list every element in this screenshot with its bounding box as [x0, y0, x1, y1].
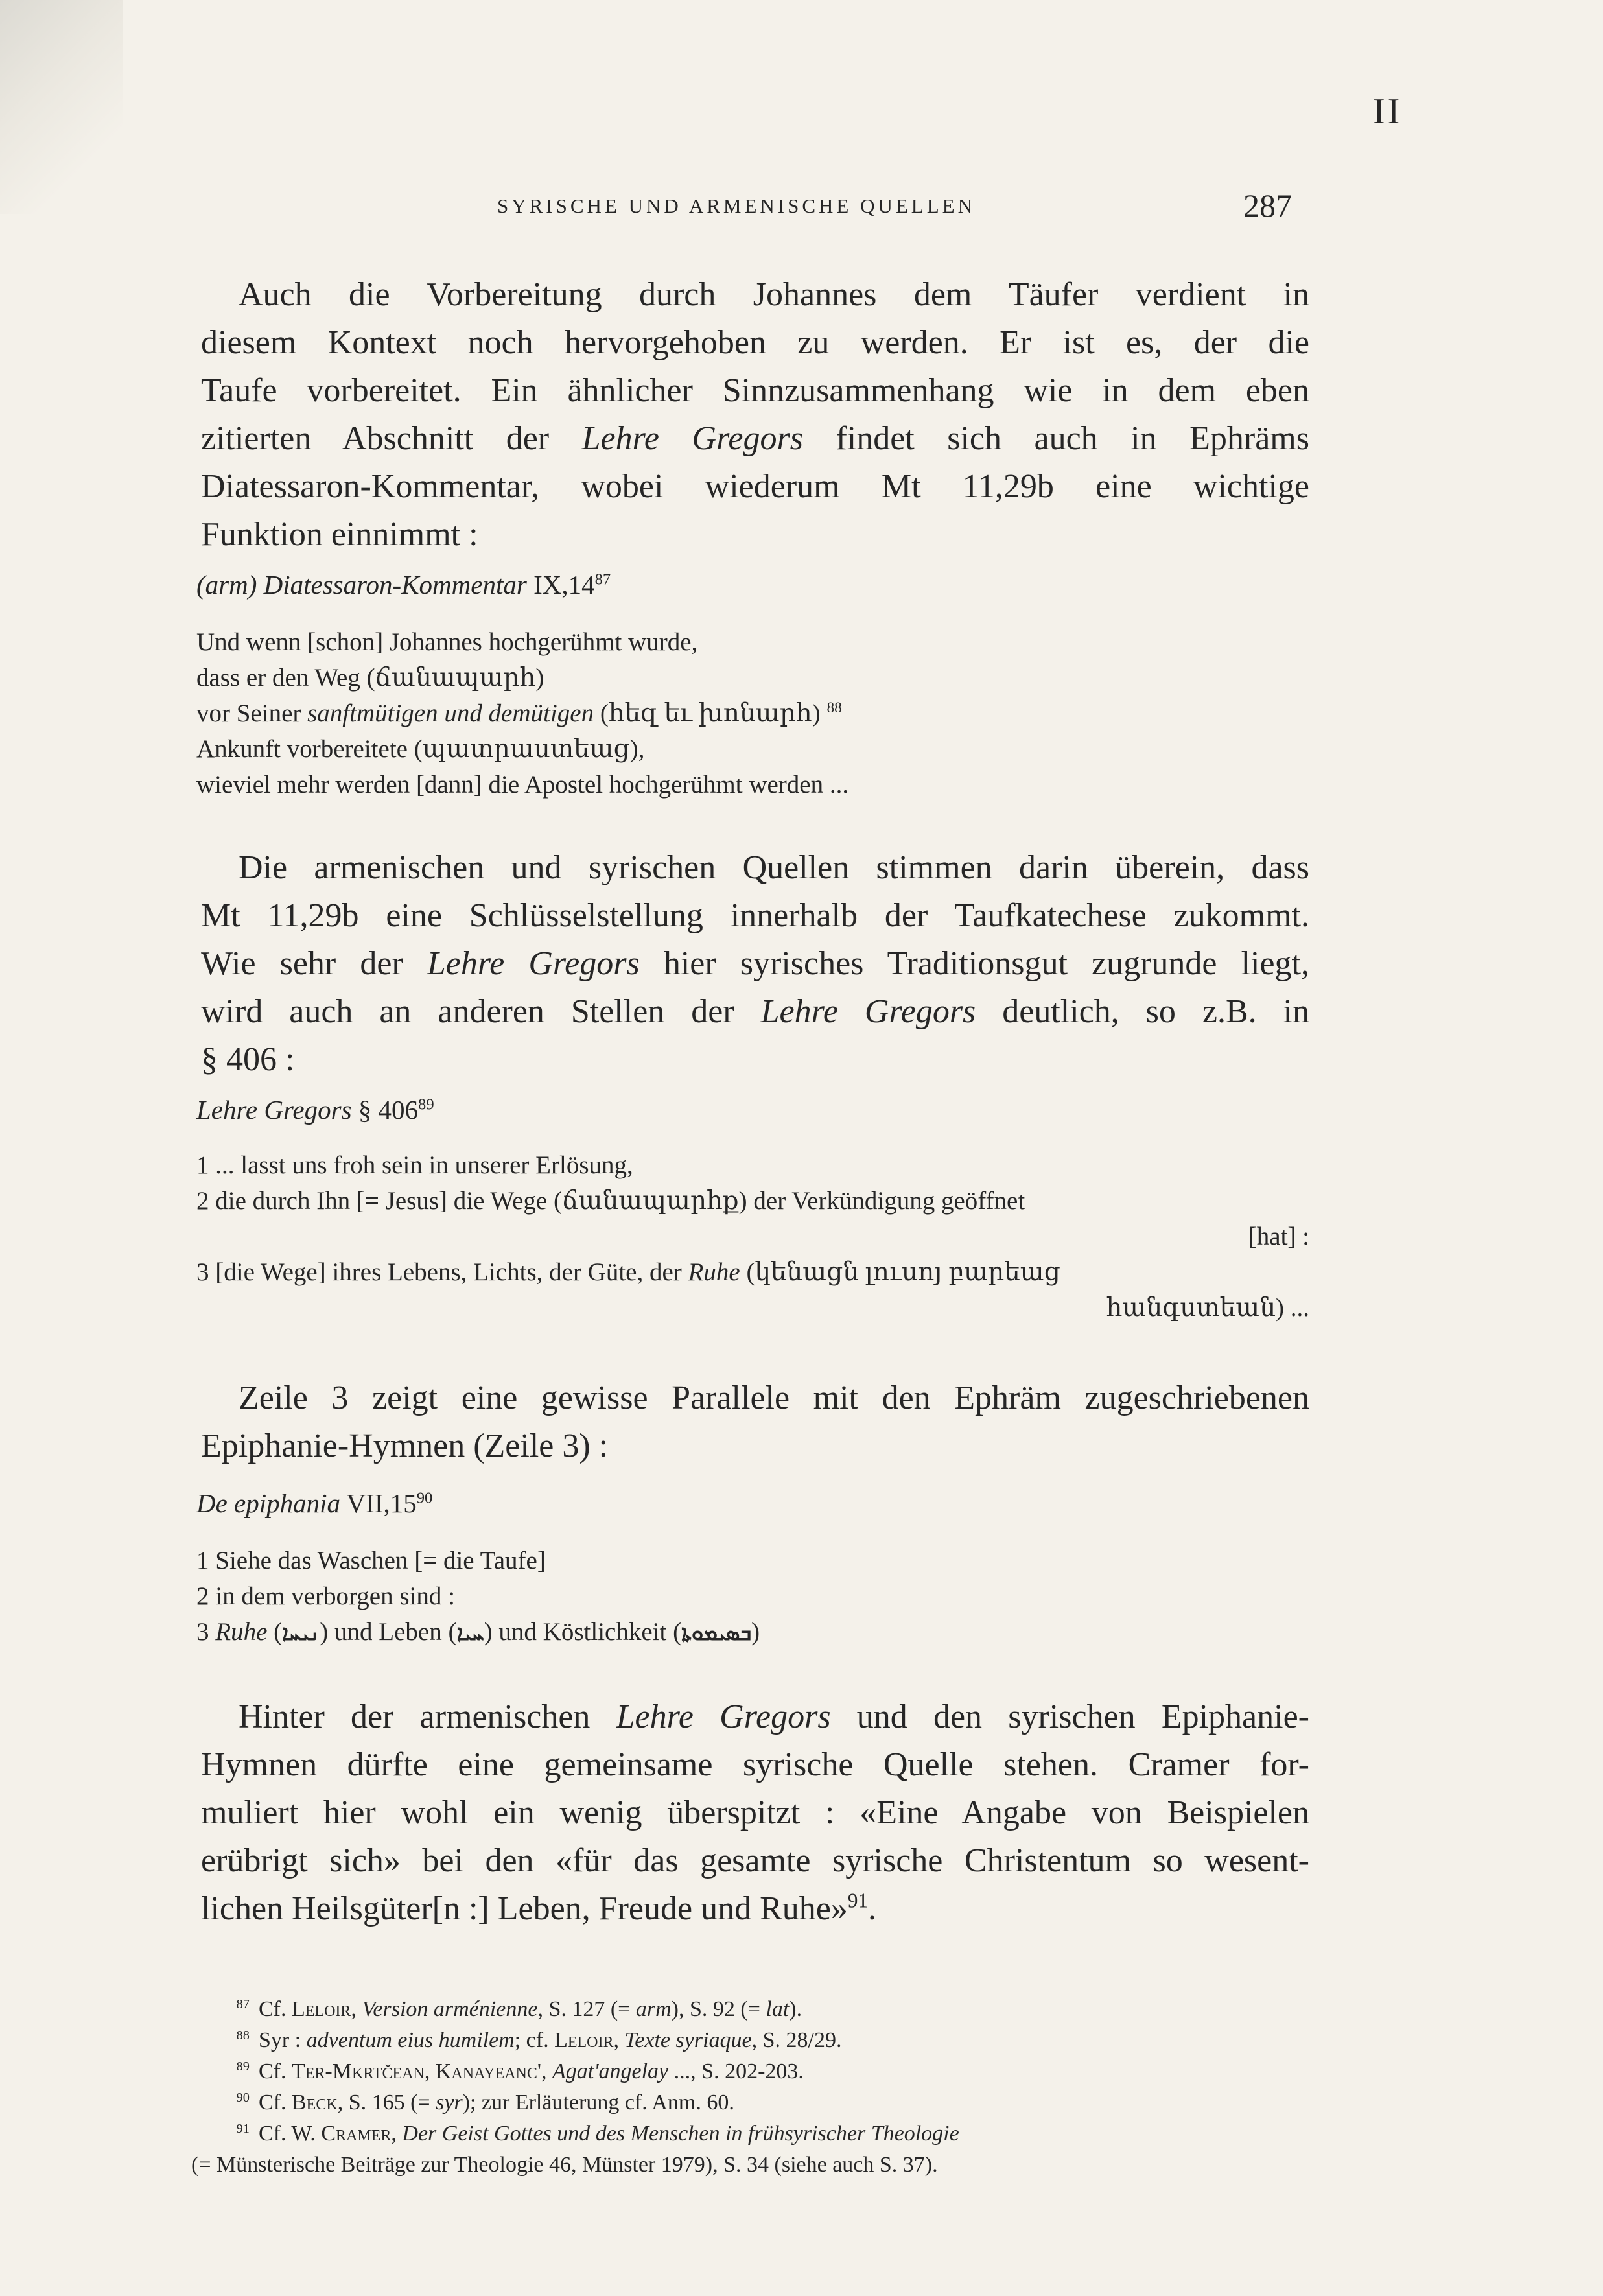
paragraph-1 [201, 271, 1309, 559]
text-line: Wie sehr der Lehre Gregors hier syrisches Traditionsgut zugrunde liegt, [201, 945, 1310, 982]
text-line: muliert hier wohl ein wenig überspitzt : «Eine Angabe von Beispielen [201, 1794, 1309, 1831]
text-line: Hinter der armenischen Lehre Gregors und den syrischen Epiphanie- [239, 1698, 1309, 1735]
text-line: Auch die Vorbereitung durch Johannes dem Täufer verdient in [239, 276, 1309, 313]
citation-heading: De epiphania $VII,15^{90}$ [196, 1488, 433, 1518]
quote-line: 3 [die Wege] ihres Lebens, Lichts, der Güte, der Ruhe (կենացն լուսոյ բարեաց [196, 1258, 1060, 1286]
text-line: diesem Kontext noch hervorgehoben zu werden. Er ist es, der die [201, 324, 1309, 361]
scan-shadow [0, 0, 123, 214]
page-number: 287 [1243, 187, 1292, 224]
citation-heading: Lehre Gregors § $406^{89}$ [196, 1095, 434, 1125]
text-line: Hymnen dürfte eine gemeinsame syrische Quelle stehen. Cramer for- [201, 1746, 1309, 1783]
footnotes [191, 1994, 1316, 2181]
quote-line: 1 Siehe das Waschen [= die Taufe] [196, 1547, 546, 1575]
text-line: Funktion einnimmt : [201, 516, 478, 553]
paragraph-4 [201, 1693, 1309, 1933]
quote-line: 1 ... lasst uns froh sein in unserer Erlösung, [196, 1151, 633, 1179]
footnote: $^{89}$ Cf. Ter-Mkrtčean, Kanayeanc', Agat'angelay ..., S. 202-203. [236, 2059, 804, 2083]
quote-line: հանգստեան) ... [1106, 1294, 1309, 1322]
text-line: Diatessaron-Kommentar, wobei wiederum Mt 11,29b eine wichtige [201, 468, 1309, 505]
text-line: § 406 : [201, 1041, 295, 1078]
quote-line: dass er den Weg (ճանապարհ) [196, 664, 544, 692]
quote-line: 3 Ruhe (ܢܝܚܐ) und Leben (ܚܝܐ) und Köstlichkeit (ܒܣܝܡܘܬܐ) [196, 1618, 760, 1646]
text-line: Epiphanie-Hymnen (Zeile 3) : [201, 1427, 609, 1464]
footnote: $^{87}$ Cf. Leloir, Version arménienne, S. 127 (= arm), S. 92 (= lat). [236, 1997, 802, 2021]
text-line: Die armenischen und syrischen Quellen stimmen darin überein, dass [239, 849, 1309, 886]
footnote: $^{90}$ Cf. Beck, S. 165 (= syr); zur Erläuterung cf. Anm. 60. [236, 2090, 734, 2114]
paragraph-3 [201, 1374, 1309, 1470]
quote-line: vor Seiner sanftmütigen und demütigen (հեզ եւ խոնարհ) $^{88}$ [196, 699, 842, 727]
quote-line: wieviel mehr werden [dann] die Apostel hochgerühmt werden ... [196, 771, 849, 799]
quote-line: 2 in dem verborgen sind : [196, 1582, 455, 1610]
text-line: lichen Heilsgüter[n :] Leben, Freude und Ruhe»$^{91}$. [201, 1889, 877, 1927]
quote-line: 2 die durch Ihn [= Jesus] die Wege (ճանապարհք) der Verkündigung geöffnet [196, 1187, 1025, 1215]
text-line: Zeile 3 zeigt eine gewisse Parallele mit den Ephräm zugeschriebenen [239, 1379, 1309, 1416]
text-line: wird auch an anderen Stellen der Lehre Gregors deutlich, so z.B. in [201, 993, 1310, 1030]
page-marker: II [1373, 91, 1403, 132]
footnote: $^{91}$ Cf. W. Cramer, Der Geist Gottes und des Menschen in frühsyrischer Theologie [236, 2121, 959, 2146]
footnote: $^{88}$ Syr : adventum eius humilem; cf. Leloir, Texte syriaque, S. 28/29. [236, 2028, 842, 2052]
citation-heading: (arm) Diatessaron-Kommentar $IX,14^{87}$ [196, 570, 611, 600]
quote-block-1 [196, 624, 1309, 802]
quote-line: [hat] : [1248, 1223, 1309, 1250]
text-line: Mt 11,29b eine Schlüsselstellung innerhalb der Taufkatechese zukommt. [201, 897, 1309, 934]
quote-block-3 [196, 1543, 1309, 1650]
text-line: zitierten Abschnitt der Lehre Gregors findet sich auch in Ephräms [201, 420, 1309, 457]
quote-line: Und wenn [schon] Johannes hochgerühmt wurde, [196, 628, 698, 656]
text-line: Taufe vorbereitet. Ein ähnlicher Sinnzusammenhang wie in dem eben [201, 372, 1309, 409]
running-title: SYRISCHE UND ARMENISCHE QUELLEN [497, 194, 976, 217]
footnote-continuation: (= Münsterische Beiträge zur Theologie 46, Münster 1979), S. 34 (siehe auch S. 37). [191, 2153, 938, 2177]
paragraph-2 [201, 844, 1309, 1084]
text-line: erübrigt sich» bei den «für das gesamte syrische Christentum so wesent- [201, 1842, 1309, 1879]
quote-block-2 [196, 1147, 1309, 1326]
quote-line: Ankunft vorbereitete (պատրաստեաց), [196, 735, 645, 763]
